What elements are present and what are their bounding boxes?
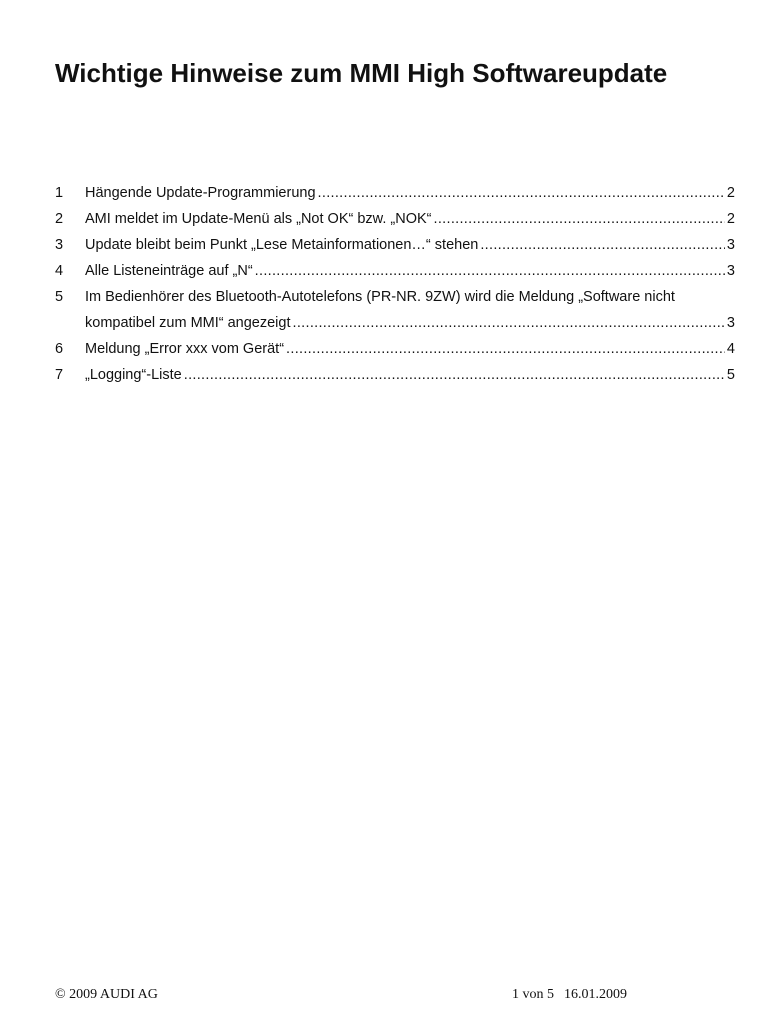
toc-entry-2[interactable] — [55, 206, 735, 232]
toc-entry-number: 7 — [55, 367, 64, 383]
toc-dot-leader — [316, 180, 725, 206]
toc-entry-title[interactable]: Alle Listeneinträge auf „N“ — [85, 263, 253, 279]
toc-dot-leader — [253, 258, 725, 284]
table-of-contents — [55, 180, 735, 388]
toc-entry-line — [85, 284, 735, 310]
toc-entry-page[interactable]: 3 — [726, 263, 735, 279]
toc-entry-6[interactable] — [55, 336, 735, 362]
toc-entry-number: 4 — [55, 263, 64, 279]
footer-page-number: 1 von 5 — [512, 987, 554, 1002]
toc-entry-line — [85, 232, 735, 258]
footer-copyright: © 2009 AUDI AG — [55, 987, 158, 1002]
toc-entry-4[interactable] — [55, 258, 735, 284]
toc-entry-body — [85, 284, 735, 336]
toc-entry-3[interactable] — [55, 232, 735, 258]
toc-entry-page[interactable]: 2 — [726, 185, 735, 201]
toc-entry-7[interactable] — [55, 362, 735, 388]
footer-page-info — [512, 986, 627, 1004]
toc-entry-line — [85, 206, 735, 232]
toc-entry-body — [85, 362, 735, 388]
toc-dot-leader — [284, 336, 725, 362]
toc-entry-body — [85, 206, 735, 232]
toc-entry-title[interactable]: Im Bedienhörer des Bluetooth-Autotelefons (PR-NR. 9ZW) wird die Meldung „Software nicht — [85, 289, 675, 305]
toc-entry-line — [85, 258, 735, 284]
toc-dot-leader — [182, 362, 725, 388]
toc-entry-title-continued[interactable]: kompatibel zum MMI“ angezeigt — [85, 315, 291, 331]
toc-entry-title[interactable]: Update bleibt beim Punkt „Lese Metainformationen…“ stehen — [85, 237, 479, 253]
toc-entry-line — [85, 180, 735, 206]
toc-dot-leader — [432, 206, 725, 232]
toc-entry-number: 1 — [55, 185, 64, 201]
toc-entry-page[interactable]: 3 — [726, 315, 735, 331]
footer-date: 16.01.2009 — [564, 987, 627, 1002]
toc-entry-body — [85, 336, 735, 362]
toc-entry-page[interactable]: 3 — [726, 237, 735, 253]
toc-entry-number: 3 — [55, 237, 64, 253]
page-title: Wichtige Hinweise zum MMI High Softwareupdate — [55, 58, 668, 88]
toc-entry-body — [85, 180, 735, 206]
toc-entry-line — [85, 310, 735, 336]
toc-entry-title[interactable]: Hängende Update-Programmierung — [85, 185, 316, 201]
toc-entry-title[interactable]: „Logging“-Liste — [85, 367, 182, 383]
toc-entry-line — [85, 362, 735, 388]
toc-entry-5[interactable] — [55, 284, 735, 336]
toc-entry-page[interactable]: 5 — [726, 367, 735, 383]
toc-entry-number: 5 — [55, 289, 64, 305]
toc-entry-1[interactable] — [55, 180, 735, 206]
toc-entry-title[interactable]: AMI meldet im Update-Menü als „Not OK“ bzw. „NOK“ — [85, 211, 432, 227]
toc-entry-body — [85, 232, 735, 258]
toc-entry-page[interactable]: 2 — [726, 211, 735, 227]
toc-entry-number: 6 — [55, 341, 64, 357]
toc-entry-page[interactable]: 4 — [726, 341, 735, 357]
toc-dot-leader — [291, 310, 725, 336]
toc-entry-title[interactable]: Meldung „Error xxx vom Gerät“ — [85, 341, 285, 357]
toc-dot-leader — [478, 232, 725, 258]
toc-entry-body — [85, 258, 735, 284]
toc-entry-number: 2 — [55, 211, 64, 227]
toc-entry-line — [85, 336, 735, 362]
